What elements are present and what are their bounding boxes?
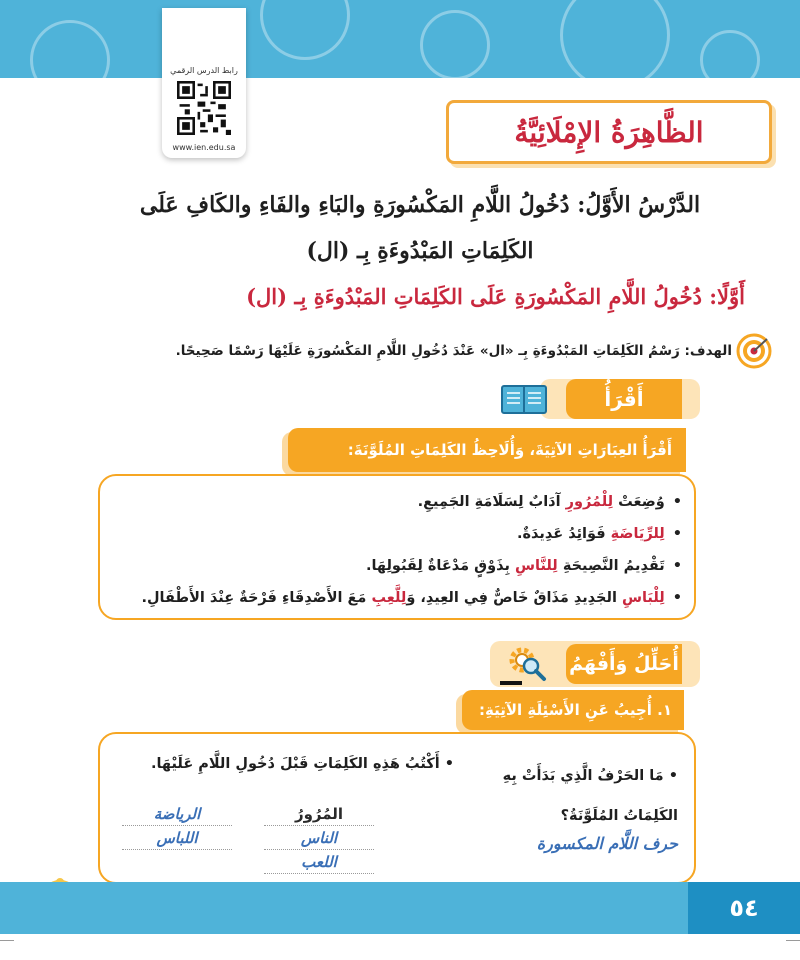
analyze-tab-label: أُحَلِّلُ وَأَفْهَمُ bbox=[569, 653, 679, 675]
word-column-left bbox=[122, 802, 232, 850]
top-banner bbox=[0, 0, 800, 78]
sentence-text: بِذَوْقٍ مَدْعَاةٌ لِقَبُولِهَا. bbox=[365, 558, 516, 574]
goal-text: الهدف: رَسْمُ الكَلِمَاتِ المَبْدُوءَةِ بِـ «ال» عَنْدَ دُخُولِ اللَّامِ المَكْسُورَةِ عَلَيْهَا رَسْمًا صَحِيحًا. bbox=[175, 343, 732, 359]
reading-box bbox=[98, 474, 696, 620]
word-item: اللعب bbox=[264, 850, 374, 874]
read-tab-label: أَقْرَأُ bbox=[604, 387, 644, 411]
list-item bbox=[112, 582, 682, 614]
highlight-word: لِلْمُرُورِ bbox=[565, 494, 614, 510]
list-item bbox=[112, 518, 682, 550]
qr-url[interactable]: www.ien.edu.sa bbox=[172, 143, 236, 152]
book-icon bbox=[500, 383, 548, 415]
sentence-text: فَوَائِدُ عَدِيدَةٌ. bbox=[516, 526, 611, 542]
highlight-word: لِلنَّاسِ bbox=[515, 558, 558, 574]
answer-box bbox=[98, 732, 696, 884]
sentence-text: تَقْدِيمُ النَّصِيحَةِ bbox=[557, 558, 665, 574]
lesson-title-line-2: الكَلِمَاتِ المَبْدُوءَةِ بِـ (ال) bbox=[306, 238, 534, 264]
page-number: ٥٤ bbox=[729, 894, 759, 922]
question-bar bbox=[462, 690, 684, 730]
page-number-tab bbox=[688, 882, 800, 934]
word-item: المُرُورُ bbox=[264, 802, 374, 826]
word-item: الرياضة bbox=[122, 802, 232, 826]
question-1-answer[interactable]: حرف اللَّام المكسورة bbox=[536, 834, 678, 853]
word-item: اللباس bbox=[122, 826, 232, 850]
text-cursor bbox=[500, 681, 522, 685]
highlight-word: لِلَّعِبِ bbox=[371, 590, 407, 606]
qr-code-icon[interactable] bbox=[177, 81, 231, 135]
first-section-heading: أَوَّلًا: دُخُولُ اللَّامِ المَكْسُورَةِ عَلَى الكَلِمَاتِ المَبْدُوءَةِ بِـ (ال) bbox=[246, 284, 745, 309]
crop-mark bbox=[786, 940, 800, 941]
word-column-right bbox=[264, 802, 374, 874]
highlight-word: لِلرِّيَاضَةِ bbox=[610, 526, 665, 542]
target-icon bbox=[736, 333, 772, 369]
gear-magnifier-icon bbox=[506, 644, 548, 682]
analyze-tab bbox=[566, 644, 682, 684]
question-1-line-1: • مَا الحَرْفُ الَّذِي بَدَأَتْ بِهِ bbox=[478, 756, 678, 796]
sentence-text: الجَدِيدِ مَذَاقٌ خَاصٌّ فِي العِيدِ، وَ bbox=[406, 590, 622, 606]
question-1-line-2: الكَلِمَاتُ المُلَوَّنَةُ؟ bbox=[560, 808, 678, 824]
read-instruction-bar bbox=[288, 428, 686, 472]
question-1 bbox=[478, 756, 678, 836]
list-item bbox=[112, 550, 682, 582]
read-instruction: أَقْرَأُ العِبَارَاتِ الآتِيَةَ، وَأُلَاحِظُ الكَلِمَاتِ المُلَوَّنَةَ: bbox=[347, 441, 672, 459]
list-item bbox=[112, 486, 682, 518]
highlight-word: لِلْبَاسِ bbox=[621, 590, 665, 606]
word-item: الناس bbox=[264, 826, 374, 850]
lesson-title-line-1: الدَّرْسُ الأَوَّلُ: دُخُولُ اللَّامِ المَكْسُورَةِ والبَاءِ والفَاءِ والكَافِ عَلَى bbox=[139, 192, 701, 218]
unit-title: الظَّاهِرَةُ الإِمْلَائِيَّةُ bbox=[514, 115, 704, 149]
qr-title: رابط الدرس الرقمي bbox=[170, 66, 238, 75]
digital-lesson-card[interactable] bbox=[162, 8, 246, 158]
goal-row bbox=[32, 333, 772, 369]
sentence-text: مَعَ الأَصْدِقَاءِ فَرْحَةٌ عِنْدَ الأَطْفَالِ. bbox=[141, 590, 372, 606]
question-bar-text: ١. أُجِيبُ عَنِ الأَسْئِلَةِ الآتِيَةِ: bbox=[478, 701, 672, 719]
read-tab bbox=[566, 379, 682, 419]
sentence-text: وُضِعَتْ bbox=[613, 494, 665, 510]
sentence-list bbox=[112, 486, 682, 614]
lesson-title bbox=[95, 182, 745, 274]
crop-mark bbox=[0, 940, 14, 941]
question-2: • أَكْتُبُ هَذِهِ الكَلِمَاتِ قَبْلَ دُخُولِ اللَّامِ عَلَيْهَا. bbox=[124, 756, 454, 772]
sentence-text: آدَابٌ لِسَلَامَةِ الجَمِيعِ. bbox=[417, 494, 566, 510]
unit-title-box bbox=[446, 100, 772, 164]
bottom-banner bbox=[0, 882, 800, 934]
